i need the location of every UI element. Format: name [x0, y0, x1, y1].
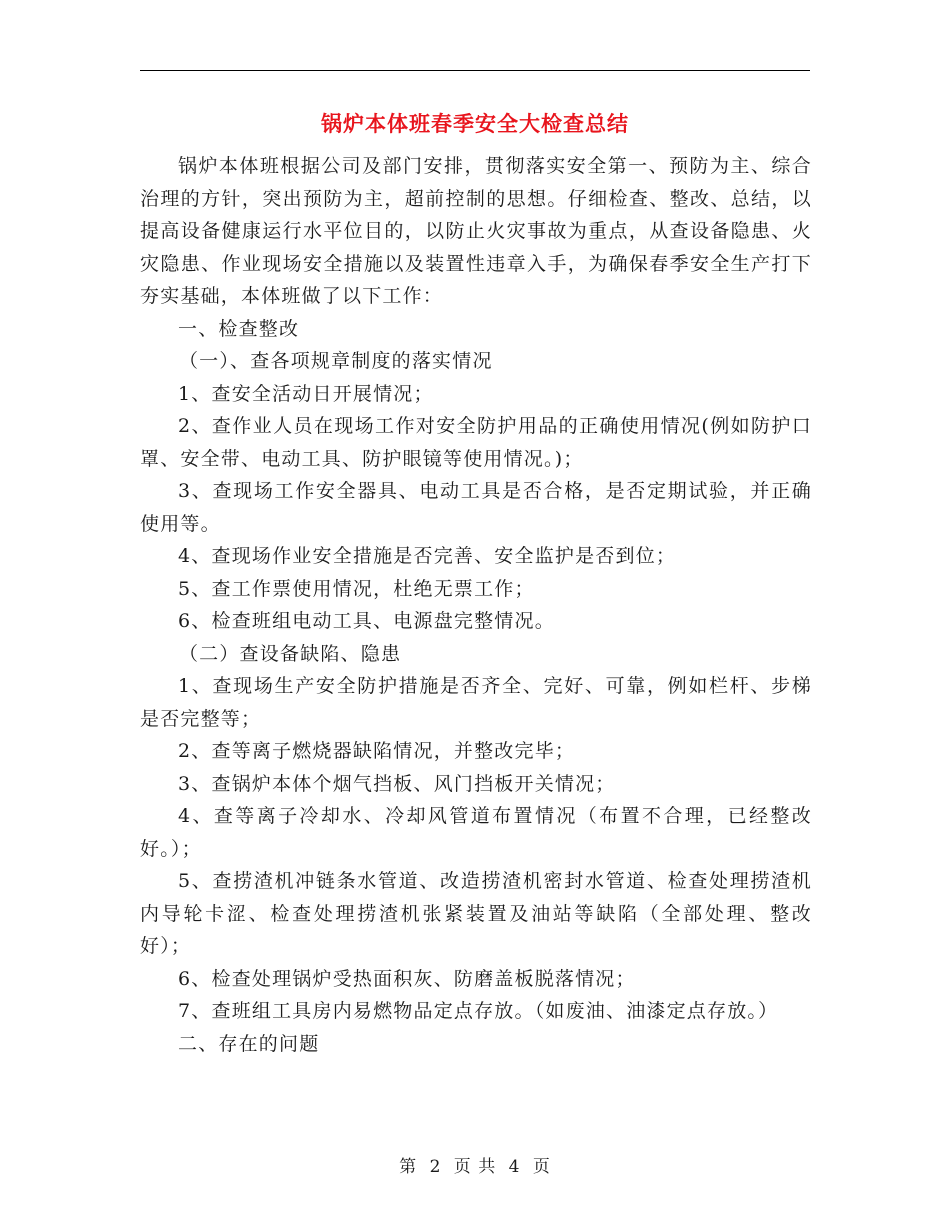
page-footer [0, 1152, 950, 1177]
list-item: 5、查捞渣机冲链条水管道、改造捞渣机密封水管道、检查处理捞渣机内导轮卡涩、检查处理捞渣机张紧装置及油站等缺陷（全部处理、整改好）； [140, 870, 812, 957]
list-item: 6、检查班组电动工具、电源盘完整情况。 [178, 610, 555, 632]
subsection-heading: （一）、查各项规章制度的落实情况 [178, 350, 493, 372]
document-body [140, 150, 812, 1060]
list-item: 2、查等离子燃烧器缺陷情况，并整改完毕； [178, 740, 576, 762]
footer-prefix: 第 [399, 1157, 418, 1177]
list-item: 6、检查处理锅炉受热面积灰、防磨盖板脱落情况； [178, 967, 636, 990]
list-item: 1、查现场生产安全防护措施是否齐全、完好、可靠，例如栏杆、步梯是否完整等； [140, 675, 812, 730]
footer-middle: 页 共 [453, 1157, 497, 1177]
list-item: 3、查现场工作安全器具、电动工具是否合格，是否定期试验，并正确使用等。 [140, 480, 812, 535]
section-heading: 二、存在的问题 [178, 1032, 320, 1055]
list-item: 2、查作业人员在现场工作对安全防护用品的正确使用情况(例如防护口罩、安全带、电动工具、防护眼镜等使用情况。)； [140, 415, 812, 470]
list-item: 5、查工作票使用情况，杜绝无票工作； [178, 577, 535, 600]
section-heading: 一、检查整改 [178, 317, 300, 340]
document-title: 锅炉本体班春季安全大检查总结 [321, 111, 629, 136]
list-item: 1、查安全活动日开展情况； [178, 382, 434, 405]
list-item: 4、查现场作业安全措施是否完善、安全监护是否到位； [178, 545, 677, 567]
subsection-heading: （二）查设备缺陷、隐患 [178, 642, 402, 665]
total-page-count: 4 [508, 1157, 521, 1177]
list-item: 7、查班组工具房内易燃物品定点存放。（如废油、油漆定点存放。） [178, 1000, 779, 1022]
intro-paragraph: 锅炉本体班根据公司及部门安排，贯彻落实安全第一、预防为主、综合治理的方针，突出预防为主，超前控制的思想。仔细检查、整改、总结，以提高设备健康运行水平位目的，以防止火灾事故为重点，从查设备隐患、火灾隐患、作业现场安全措施以及装置性违章入手，为确保春季安全生产打下夯实基础，本体班做了以下工作： [140, 155, 812, 307]
header-rule [140, 70, 810, 71]
footer-suffix: 页 [532, 1157, 551, 1177]
list-item: 3、查锅炉本体个烟气挡板、风门挡板开关情况； [178, 772, 616, 795]
current-page-number: 2 [429, 1157, 442, 1177]
list-item: 4、查等离子冷却水、冷却风管道布置情况（布置不合理，已经整改好。）； [140, 805, 812, 860]
